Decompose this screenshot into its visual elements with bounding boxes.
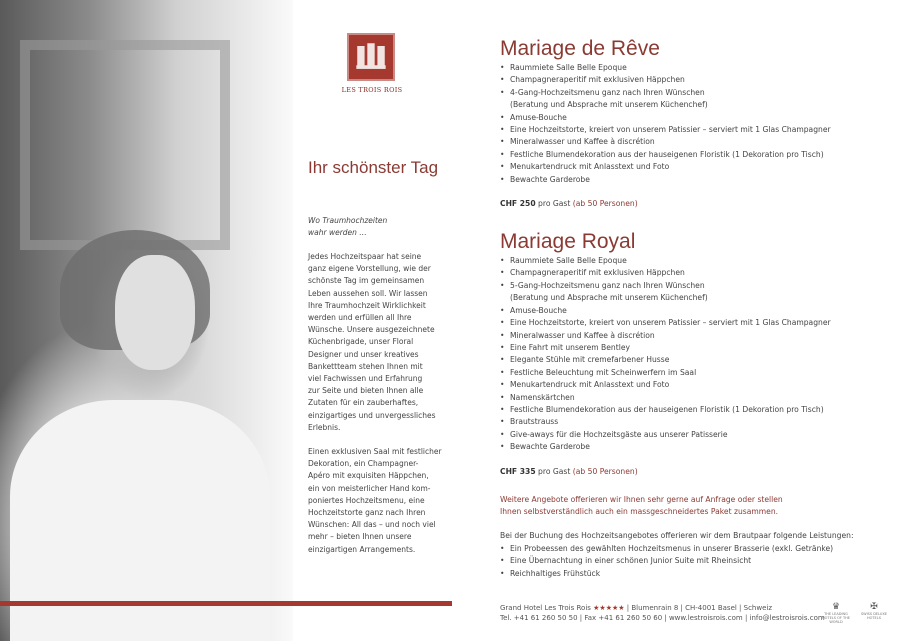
package-title: Mariage Royal: [500, 230, 636, 254]
package-items: [500, 255, 910, 454]
footer-hotel: Grand Hotel Les Trois Rois: [500, 604, 594, 612]
list-item: • Menukartendruck mit Anlasstext und Foto: [500, 379, 910, 391]
booking-intro: Bei der Buchung des Hochzeitsangebotes offerieren wir dem Brautpaar folgende Leistungen:: [500, 531, 854, 541]
mirror-frame: [20, 40, 230, 250]
list-item: • Eine Übernachtung in einer schönen Junior Suite mit Rheinsicht: [500, 555, 910, 567]
price-amount: CHF 335: [500, 466, 536, 476]
list-item: • Bewachte Garderobe: [500, 441, 910, 453]
list-item: • Amuse-Bouche: [500, 305, 910, 317]
package-price: [500, 198, 910, 210]
footer-address: | Blumenrain 8 | CH-4001 Basel | Schweiz: [624, 604, 773, 612]
intro-paragraph: Einen exklusiven Saal mit festlicher Dekoration, ein Champagner- Apéro mit exquisiten Häppchen, ein von meisterlicher Hand kom- poniertes Hochzeitsmenu, eine Hochzeitstorte ganz nach Ihren Wünschen: All das – und noch viel mehr – bieten Ihnen unsere einzigartigen Arrangements.: [308, 447, 442, 554]
list-item: • Raummiete Salle Belle Epoque: [500, 62, 910, 74]
star-rating: ★★★★★: [593, 604, 625, 612]
list-item: • Eine Hochzeitstorte, kreiert von unserem Patissier – serviert mit 1 Glas Champagner: [500, 124, 910, 136]
list-item: • Brautstrauss: [500, 416, 910, 428]
price-note: (ab 50 Personen): [572, 466, 638, 476]
list-item: • Mineralwasser und Kaffee à discrétion: [500, 136, 910, 148]
list-item: • Mineralwasser und Kaffee à discrétion: [500, 330, 910, 342]
price-note: (ab 50 Personen): [572, 199, 638, 209]
partner-label: THE LEADING HOTELS OF THE WORLD: [822, 612, 850, 624]
bride-photo: [0, 0, 293, 641]
list-item: • Champagneraperitif mit exklusiven Häppchen: [500, 267, 910, 279]
package-price: [500, 466, 910, 478]
booking-items: [500, 543, 910, 580]
partner-label: SWISS DELUXE HOTELS: [860, 612, 888, 620]
list-item: • 5-Gang-Hochzeitsmenu ganz nach Ihren Wünschen (Beratung und Absprache mit unserem Küchenchef): [500, 280, 910, 305]
list-item: • Reichhaltiges Frühstück: [500, 568, 910, 580]
list-item: • Menukartendruck mit Anlasstext und Foto: [500, 161, 910, 173]
list-item: • Raummiete Salle Belle Epoque: [500, 255, 910, 267]
list-item: • Give-aways für die Hochzeitsgäste aus unserer Patisserie: [500, 429, 910, 441]
list-item: • Elegante Stühle mit cremefarbener Husse: [500, 354, 910, 366]
package-title: Mariage de Rêve: [500, 37, 660, 60]
price-unit: pro Gast: [535, 466, 573, 476]
price-amount: CHF 250: [500, 199, 536, 209]
package-reve: [500, 36, 910, 210]
accent-bar: [0, 601, 452, 606]
list-item: • 4-Gang-Hochzeitsmenu ganz nach Ihren Wünschen (Beratung und Absprache mit unserem Küchenchef): [500, 87, 910, 112]
intro-tagline: Wo Traumhochzeiten wahr werden …: [308, 216, 388, 237]
intro-paragraph: Jedes Hochzeitspaar hat seine ganz eigene Vorstellung, wie der schönste Tag im gemeinsamen Leben aussehen soll. Wir lassen Ihre Traumhochzeit Wirklichkeit werden und erfüllen all Ihre Wünsche. Unsere ausgezeichnete Küchenbrigade, unser Floral Designer und unser kreatives Bankettteam stehen Ihnen mit viel Fachwissen und Erfahrung zur Seite und bieten Ihnen alle Zutaten für ein zauberhaftes, einzigartiges und unvergessliches Erlebnis.: [308, 252, 436, 432]
list-item: • Festliche Blumendekoration aus der hauseigenen Floristik (1 Dekoration pro Tisch): [500, 149, 910, 161]
list-item: • Eine Hochzeitstorte, kreiert von unserem Patissier – serviert mit 1 Glas Champagner: [500, 317, 910, 329]
list-item: • Champagneraperitif mit exklusiven Häppchen: [500, 74, 910, 86]
intro-column: [308, 158, 468, 556]
footer-contact: Tel. +41 61 260 50 50 | Fax +41 61 260 50 60 | www.lestroisrois.com | info@lestroisrois.com: [500, 614, 825, 622]
list-item: • Amuse-Bouche: [500, 112, 910, 124]
hotel-logo: [347, 33, 395, 81]
list-item: • Eine Fahrt mit unserem Bentley: [500, 342, 910, 354]
package-items: [500, 62, 910, 186]
partner-logo-swiss-deluxe: ✠ SWISS DELUXE HOTELS: [860, 602, 888, 620]
list-item: • Bewachte Garderobe: [500, 174, 910, 186]
packages-column: [500, 36, 910, 580]
list-item: • Festliche Blumendekoration aus der hauseigenen Floristik (1 Dekoration pro Tisch): [500, 404, 910, 416]
list-item: • Namenskärtchen: [500, 392, 910, 404]
intro-title: Ihr schönster Tag: [308, 158, 439, 177]
price-unit: pro Gast: [535, 199, 573, 209]
footer: [500, 603, 825, 623]
custom-offer-note: Weitere Angebote offerieren wir Ihnen sehr gerne auf Anfrage oder stellen Ihnen selbstverständlich auch ein massgeschneidertes Paket zusammen.: [500, 494, 783, 516]
list-item: • Ein Probeessen des gewählten Hochzeitsmenus in unserer Brasserie (exkl. Getränke): [500, 543, 910, 555]
logo-text: LES TROIS ROIS: [341, 86, 403, 94]
partner-logo-leading-hotels: ♛ THE LEADING HOTELS OF THE WORLD: [822, 602, 850, 624]
package-royal: [500, 229, 910, 478]
list-item: • Festliche Beleuchtung mit Scheinwerfern im Saal: [500, 367, 910, 379]
bride-face: [115, 255, 195, 370]
booking-benefits: [500, 530, 910, 580]
